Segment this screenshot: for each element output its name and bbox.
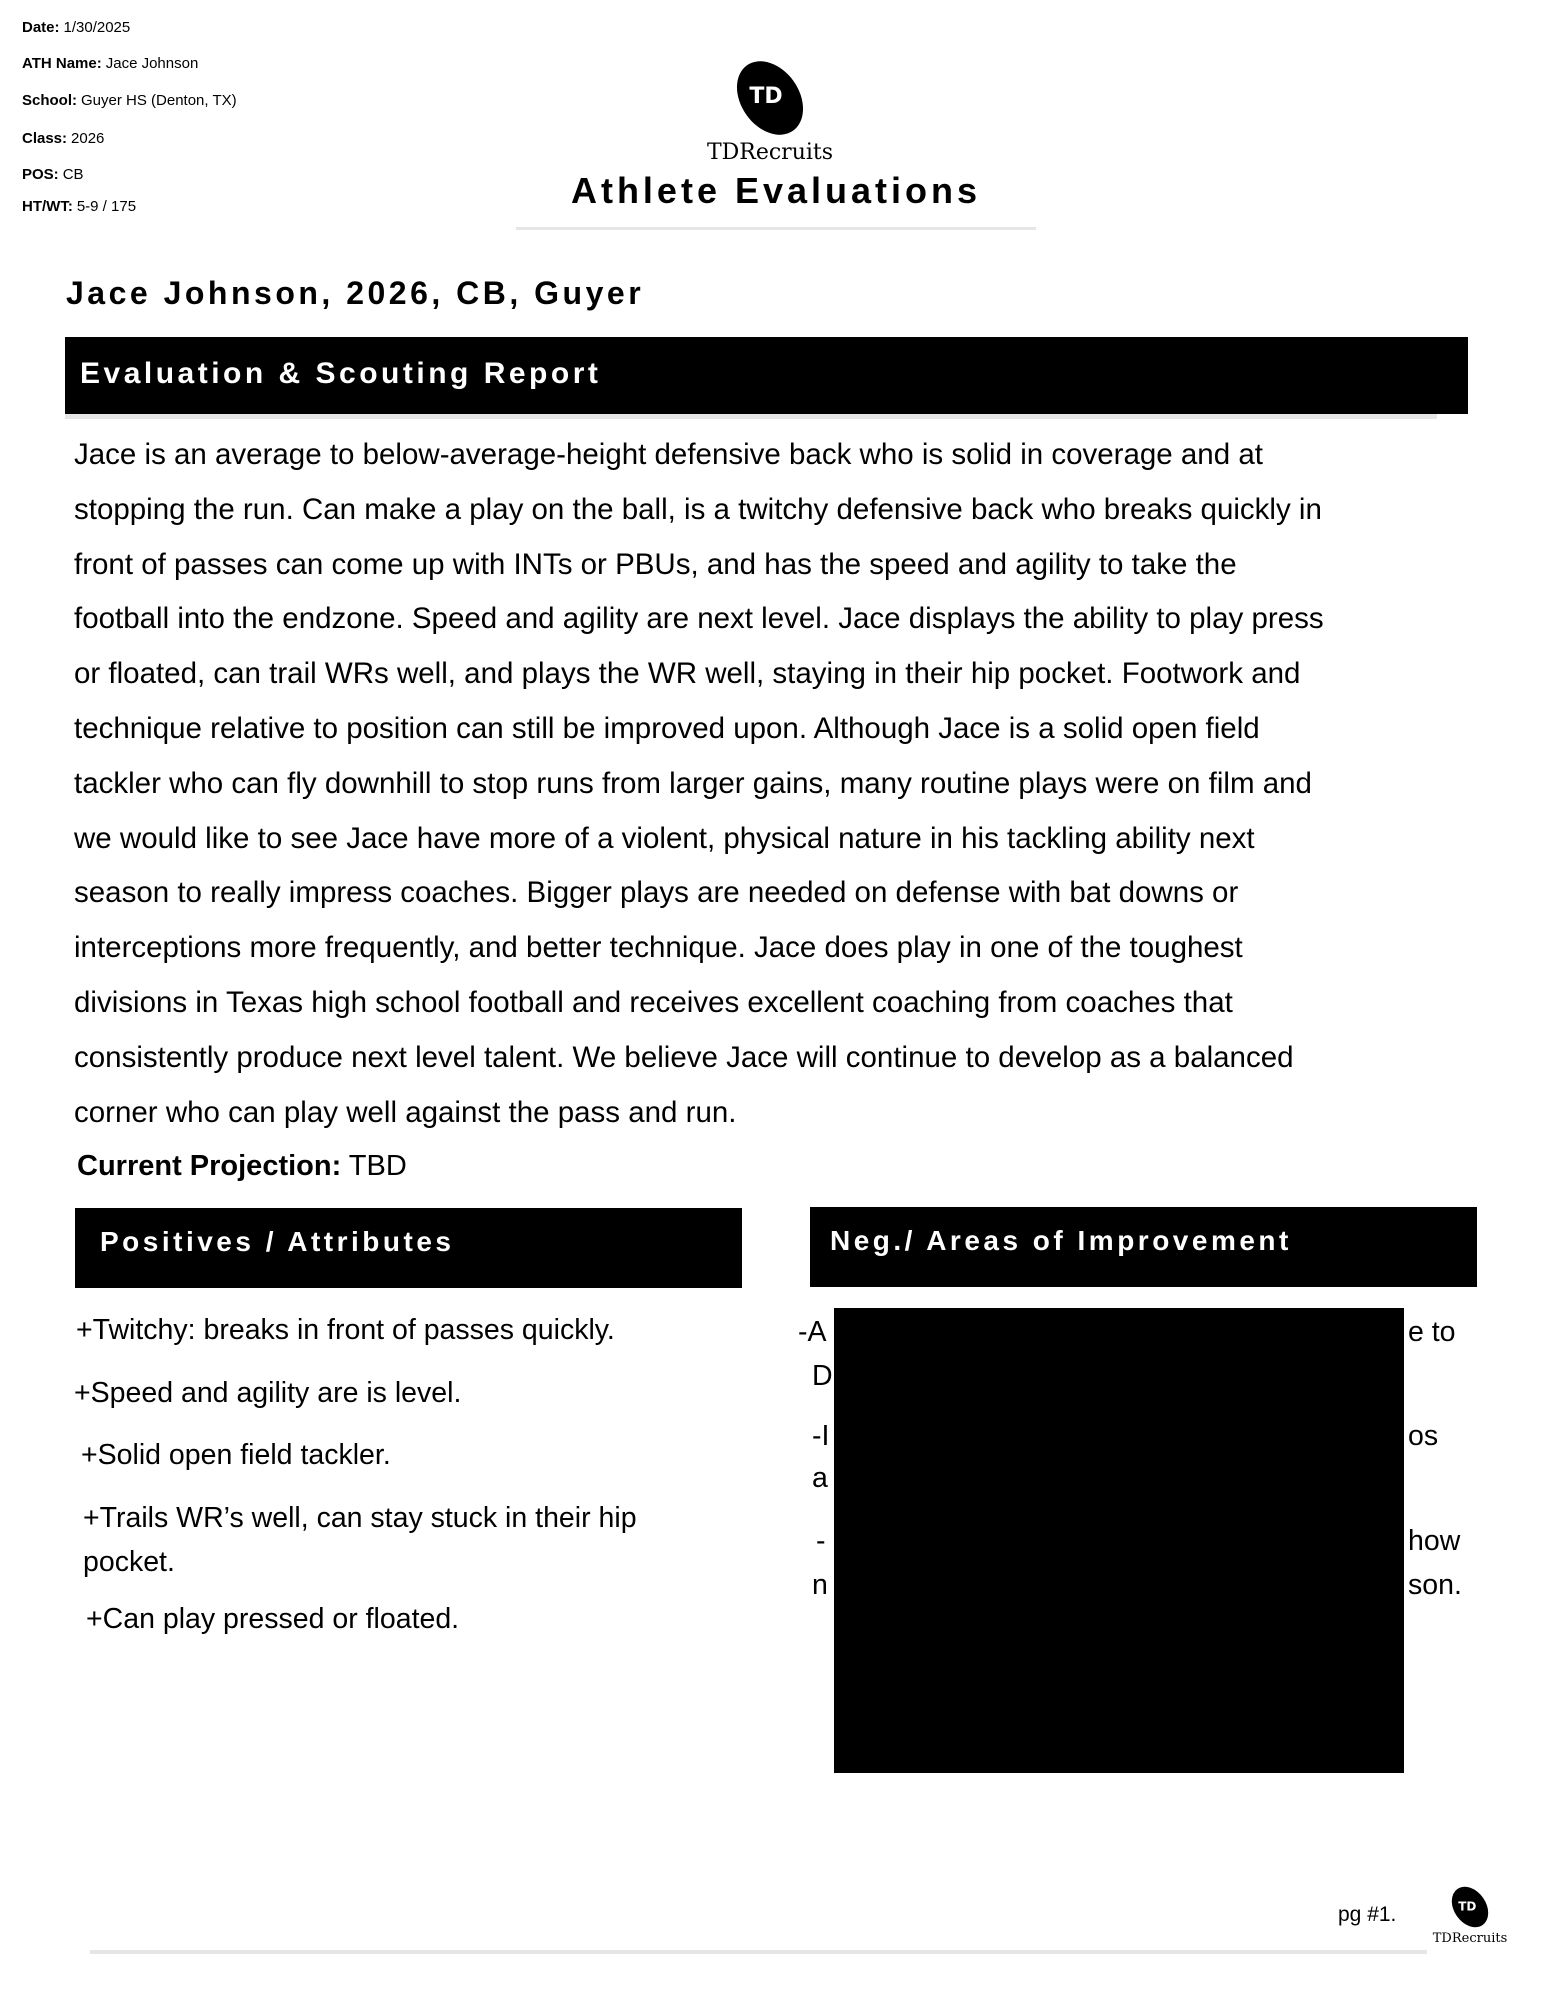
report-line: interceptions more frequently, and better technique. Jace does play in one of the toughest	[74, 931, 1243, 965]
negative-fragment: n	[812, 1569, 828, 1601]
report-line: or floated, can trail WRs well, and plays the WR well, staying in their hip pocket. Footwork and	[74, 657, 1301, 691]
report-line: season to really impress coaches. Bigger plays are needed on defense with bat downs or	[74, 876, 1239, 910]
school-value: Guyer HS (Denton, TX)	[81, 92, 237, 109]
positive-item: +Trails WR’s well, can stay stuck in their hip pocket.	[83, 1502, 637, 1578]
title-divider	[516, 227, 1036, 230]
report-line: front of passes can come up with INTs or PBUs, and has the speed and agility to take the	[74, 547, 1237, 581]
class-label: Class:	[22, 130, 68, 147]
logo-text: TDRecruits	[706, 140, 834, 165]
meta-pos	[22, 166, 84, 183]
negative-fragment: -I	[812, 1420, 830, 1452]
football-icon	[723, 49, 816, 148]
meta-name	[22, 55, 198, 72]
current-projection	[77, 1150, 407, 1183]
negative-fragment: how	[1408, 1525, 1461, 1557]
report-text	[74, 428, 1484, 1140]
negative-fragment: a	[812, 1462, 828, 1494]
logo-text: TDRecruits	[1432, 1931, 1508, 1946]
negative-fragment: -	[816, 1525, 826, 1557]
report-line: technique relative to position can still be improved upon. Although Jace is a solid open field	[74, 711, 1260, 745]
page-number: pg #1.	[1338, 1903, 1397, 1926]
class-value: 2026	[71, 130, 105, 147]
report-line: corner who can play well against the pass and run.	[74, 1095, 737, 1129]
projection-label: Current Projection:	[77, 1150, 342, 1182]
htwt-value: 5-9 / 175	[76, 198, 137, 215]
name-label: ATH Name:	[22, 55, 102, 72]
pos-label: POS:	[22, 166, 59, 183]
positive-item: +Twitchy: breaks in front of passes quickly.	[76, 1314, 615, 1346]
logo-mark: TD	[749, 83, 783, 109]
header-logo	[700, 58, 840, 165]
report-line: we would like to see Jace have more of a violent, physical nature in his tackling ability next	[74, 821, 1255, 855]
logo-mark: TD	[1458, 1899, 1477, 1914]
report-line: football into the endzone. Speed and agility are next level. Jace displays the ability to play press	[74, 602, 1324, 636]
htwt-label: HT/WT:	[22, 198, 73, 215]
negative-fragment: e to	[1408, 1316, 1456, 1348]
report-line: consistently produce next level talent. We believe Jace will continue to develop as a balanced	[74, 1040, 1294, 1074]
redaction-block	[834, 1308, 1404, 1773]
negative-fragment: -A	[798, 1316, 827, 1348]
athlete-heading: Jace Johnson, 2026, CB, Guyer	[66, 275, 645, 311]
report-line: divisions in Texas high school football and receives excellent coaching from coaches that	[74, 985, 1233, 1019]
report-line: stopping the run. Can make a play on the ball, is a twitchy defensive back who breaks quickly in	[74, 492, 1322, 526]
negatives-header: Neg./ Areas of Improvement	[810, 1207, 1477, 1287]
name-value: Jace Johnson	[105, 55, 199, 72]
meta-htwt	[22, 198, 136, 215]
projection-value: TBD	[348, 1150, 407, 1182]
negative-fragment: son.	[1408, 1569, 1462, 1601]
negative-fragment: os	[1408, 1420, 1439, 1452]
report-divider	[65, 414, 1437, 419]
pos-value: CB	[62, 166, 84, 183]
positives-header: Positives / Attributes	[75, 1208, 742, 1288]
footer-logo	[1425, 1885, 1515, 1946]
date-label: Date:	[22, 19, 60, 36]
meta-class	[22, 130, 104, 147]
school-label: School:	[22, 92, 77, 109]
meta-date	[22, 19, 130, 36]
report-line: Jace is an average to below-average-height defensive back who is solid in coverage and at	[74, 438, 1263, 471]
positive-item: +Solid open field tackler.	[81, 1439, 391, 1471]
report-section-header: Evaluation & Scouting Report	[65, 337, 1468, 414]
football-icon	[1444, 1880, 1495, 1934]
meta-school	[22, 92, 237, 109]
footer-divider	[90, 1950, 1427, 1954]
positive-item: +Speed and agility are is level.	[74, 1377, 462, 1409]
page-title: Athlete Evaluations	[570, 170, 982, 211]
report-line: tackler who can fly downhill to stop runs from larger gains, many routine plays were on film and	[74, 766, 1312, 800]
date-value: 1/30/2025	[63, 19, 131, 36]
positive-item: +Can play pressed or floated.	[86, 1603, 460, 1635]
negative-fragment: D	[812, 1360, 833, 1392]
